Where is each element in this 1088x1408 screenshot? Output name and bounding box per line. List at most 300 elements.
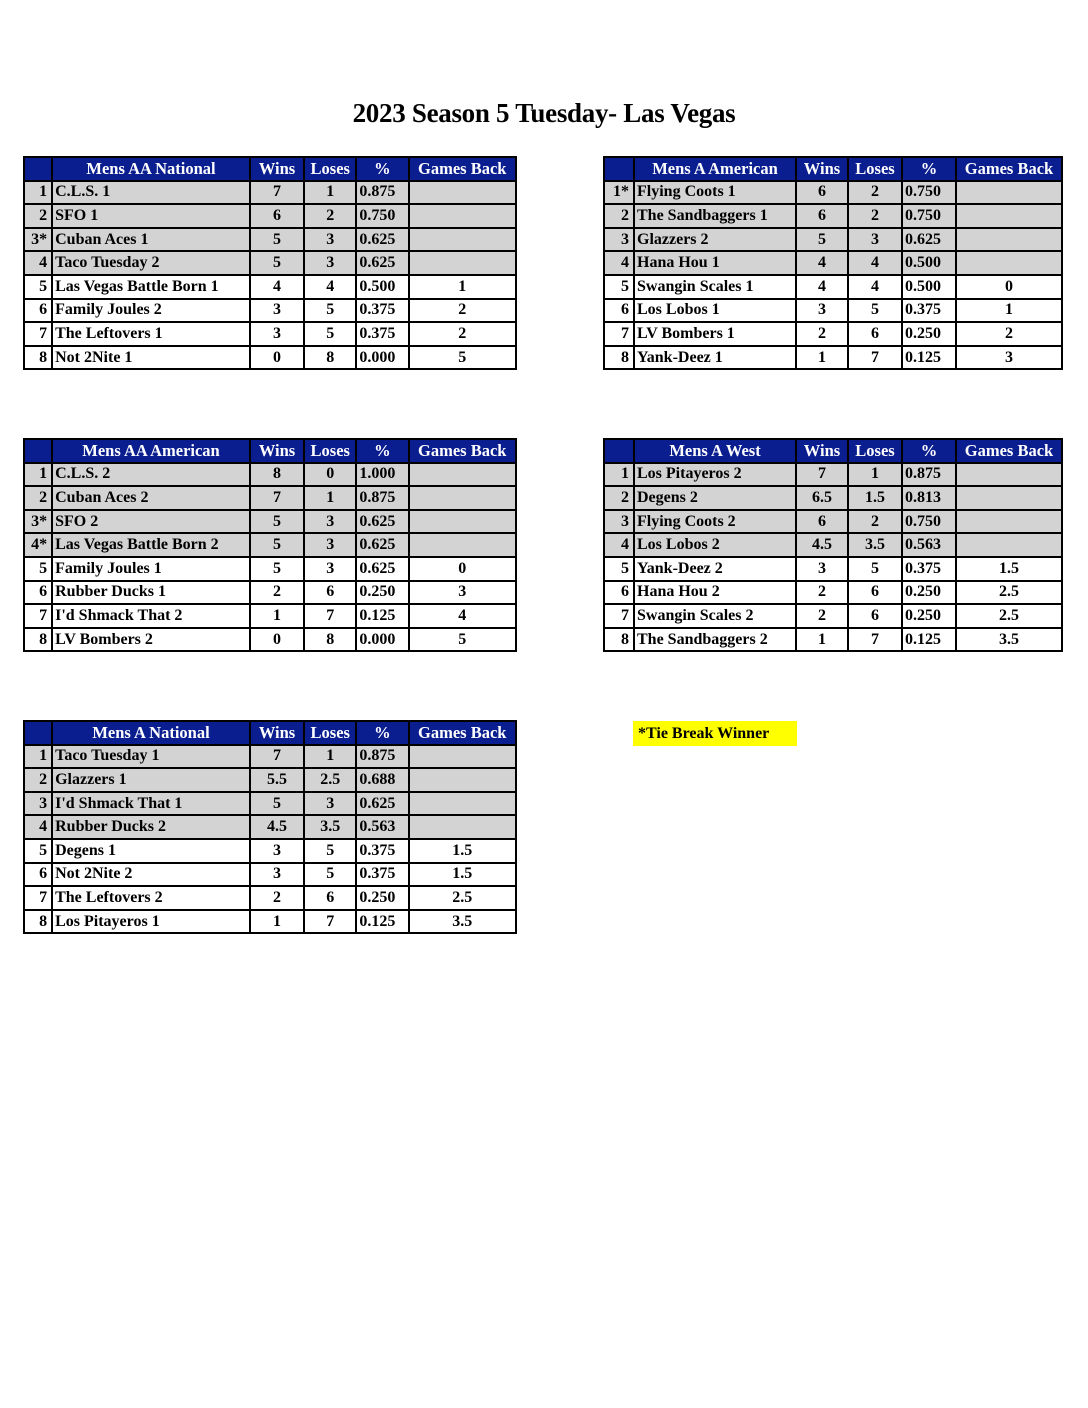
loses-cell: 8 bbox=[304, 346, 356, 370]
table-row bbox=[24, 628, 516, 652]
pct-cell: 0.125 bbox=[356, 604, 408, 628]
table-row bbox=[24, 886, 516, 910]
wins-cell: 0 bbox=[250, 628, 304, 652]
loses-cell: 3 bbox=[304, 792, 356, 816]
wins-cell: 1 bbox=[796, 346, 848, 370]
games-back-cell bbox=[409, 815, 516, 839]
rank-cell: 4 bbox=[604, 251, 634, 275]
rank-cell: 1 bbox=[604, 463, 634, 487]
rank-cell: 7 bbox=[24, 322, 52, 346]
rank-cell: 6 bbox=[604, 581, 634, 605]
games-back-header: Games Back bbox=[409, 157, 516, 181]
games-back-header: Games Back bbox=[409, 721, 516, 745]
loses-cell: 2 bbox=[848, 510, 902, 534]
wins-cell: 1 bbox=[796, 628, 848, 652]
wins-cell: 2 bbox=[796, 581, 848, 605]
games-back-cell: 1.5 bbox=[409, 839, 516, 863]
header-row bbox=[604, 157, 1062, 181]
loses-cell: 5 bbox=[304, 839, 356, 863]
loses-cell: 2 bbox=[304, 204, 356, 228]
division-name: Mens AA American bbox=[52, 439, 250, 463]
games-back-cell: 1 bbox=[956, 299, 1062, 323]
team-cell: Las Vegas Battle Born 1 bbox=[52, 275, 250, 299]
rank-cell: 5 bbox=[24, 557, 52, 581]
team-cell: Swangin Scales 2 bbox=[634, 604, 796, 628]
rank-header bbox=[604, 157, 634, 181]
games-back-cell: 2 bbox=[409, 322, 516, 346]
pct-cell: 0.250 bbox=[902, 604, 956, 628]
table-row bbox=[24, 910, 516, 934]
loses-cell: 6 bbox=[848, 322, 902, 346]
rank-cell: 4 bbox=[604, 533, 634, 557]
header-row bbox=[24, 721, 516, 745]
pct-header: % bbox=[902, 157, 956, 181]
games-back-cell: 5 bbox=[409, 628, 516, 652]
loses-cell: 0 bbox=[304, 463, 356, 487]
rank-cell: 8 bbox=[604, 346, 634, 370]
team-cell: Hana Hou 1 bbox=[634, 251, 796, 275]
games-back-cell: 2.5 bbox=[956, 604, 1062, 628]
table-row bbox=[604, 181, 1062, 205]
rank-cell: 7 bbox=[604, 604, 634, 628]
table-row bbox=[24, 346, 516, 370]
division-name: Mens A American bbox=[634, 157, 796, 181]
loses-cell: 6 bbox=[848, 581, 902, 605]
pct-cell: 0.250 bbox=[902, 581, 956, 605]
loses-cell: 7 bbox=[304, 910, 356, 934]
pct-cell: 0.750 bbox=[902, 510, 956, 534]
team-cell: Family Joules 2 bbox=[52, 299, 250, 323]
header-row bbox=[24, 157, 516, 181]
standings-table-mens-aa-national bbox=[23, 156, 517, 370]
team-cell: Not 2Nite 1 bbox=[52, 346, 250, 370]
team-cell: Yank-Deez 2 bbox=[634, 557, 796, 581]
rank-cell: 7 bbox=[24, 604, 52, 628]
table-row bbox=[24, 557, 516, 581]
games-back-cell: 4 bbox=[409, 604, 516, 628]
pct-cell: 0.750 bbox=[902, 181, 956, 205]
games-back-cell bbox=[409, 251, 516, 275]
table-row bbox=[24, 204, 516, 228]
rank-cell: 4 bbox=[24, 815, 52, 839]
loses-cell: 1 bbox=[304, 745, 356, 769]
pct-cell: 0.000 bbox=[356, 346, 408, 370]
pct-cell: 0.813 bbox=[902, 486, 956, 510]
pct-cell: 0.625 bbox=[356, 251, 408, 275]
header-row bbox=[24, 439, 516, 463]
loses-cell: 3 bbox=[304, 510, 356, 534]
loses-cell: 1 bbox=[304, 486, 356, 510]
division-name: Mens A West bbox=[634, 439, 796, 463]
games-back-cell: 3 bbox=[409, 581, 516, 605]
loses-cell: 1 bbox=[304, 181, 356, 205]
games-back-cell bbox=[409, 510, 516, 534]
rank-header bbox=[24, 439, 52, 463]
wins-cell: 3 bbox=[796, 299, 848, 323]
pct-header: % bbox=[902, 439, 956, 463]
rank-cell: 5 bbox=[24, 839, 52, 863]
pct-cell: 0.625 bbox=[356, 533, 408, 557]
loses-cell: 3 bbox=[304, 557, 356, 581]
table-row bbox=[24, 604, 516, 628]
rank-header bbox=[24, 721, 52, 745]
rank-cell: 2 bbox=[604, 204, 634, 228]
rank-cell: 3 bbox=[604, 228, 634, 252]
loses-cell: 2 bbox=[848, 204, 902, 228]
wins-cell: 2 bbox=[796, 604, 848, 628]
tie-break-note: *Tie Break Winner bbox=[633, 721, 797, 746]
games-back-cell: 2 bbox=[956, 322, 1062, 346]
pct-header: % bbox=[356, 721, 408, 745]
wins-header: Wins bbox=[796, 439, 848, 463]
wins-cell: 4.5 bbox=[250, 815, 304, 839]
loses-cell: 5 bbox=[848, 299, 902, 323]
table-row bbox=[604, 557, 1062, 581]
wins-cell: 3 bbox=[250, 322, 304, 346]
loses-cell: 3.5 bbox=[848, 533, 902, 557]
games-back-cell bbox=[956, 204, 1062, 228]
wins-cell: 5 bbox=[250, 228, 304, 252]
loses-cell: 7 bbox=[304, 604, 356, 628]
pct-cell: 0.563 bbox=[356, 815, 408, 839]
rank-cell: 5 bbox=[604, 275, 634, 299]
pct-cell: 0.875 bbox=[356, 745, 408, 769]
rank-cell: 8 bbox=[604, 628, 634, 652]
team-cell: Glazzers 1 bbox=[52, 768, 250, 792]
games-back-cell bbox=[409, 792, 516, 816]
team-cell: Degens 2 bbox=[634, 486, 796, 510]
team-cell: SFO 2 bbox=[52, 510, 250, 534]
rank-cell: 4 bbox=[24, 251, 52, 275]
wins-cell: 4 bbox=[250, 275, 304, 299]
team-cell: Los Lobos 1 bbox=[634, 299, 796, 323]
wins-cell: 5 bbox=[250, 792, 304, 816]
games-back-cell: 1.5 bbox=[956, 557, 1062, 581]
loses-cell: 1.5 bbox=[848, 486, 902, 510]
loses-header: Loses bbox=[848, 157, 902, 181]
table-row bbox=[604, 581, 1062, 605]
table-row bbox=[24, 299, 516, 323]
wins-header: Wins bbox=[796, 157, 848, 181]
loses-cell: 6 bbox=[848, 604, 902, 628]
team-cell: Swangin Scales 1 bbox=[634, 275, 796, 299]
pct-cell: 0.688 bbox=[356, 768, 408, 792]
loses-cell: 1 bbox=[848, 463, 902, 487]
standings-table-mens-aa-american bbox=[23, 438, 517, 652]
table-row bbox=[24, 839, 516, 863]
rank-cell: 6 bbox=[24, 581, 52, 605]
division-name: Mens AA National bbox=[52, 157, 250, 181]
pct-cell: 0.875 bbox=[356, 181, 408, 205]
header-row bbox=[604, 439, 1062, 463]
games-back-cell: 5 bbox=[409, 346, 516, 370]
team-cell: I'd Shmack That 1 bbox=[52, 792, 250, 816]
loses-cell: 3 bbox=[304, 228, 356, 252]
wins-cell: 7 bbox=[796, 463, 848, 487]
table-row bbox=[604, 628, 1062, 652]
pct-cell: 0.250 bbox=[902, 322, 956, 346]
games-back-cell bbox=[956, 533, 1062, 557]
pct-cell: 0.125 bbox=[356, 910, 408, 934]
table-row bbox=[604, 510, 1062, 534]
table-row bbox=[24, 745, 516, 769]
wins-cell: 5 bbox=[796, 228, 848, 252]
pct-cell: 0.625 bbox=[356, 557, 408, 581]
loses-cell: 5 bbox=[848, 557, 902, 581]
pct-header: % bbox=[356, 439, 408, 463]
games-back-cell: 1 bbox=[409, 275, 516, 299]
wins-header: Wins bbox=[250, 157, 304, 181]
rank-cell: 1 bbox=[24, 745, 52, 769]
rank-cell: 1 bbox=[24, 463, 52, 487]
rank-cell: 3* bbox=[24, 510, 52, 534]
loses-cell: 5 bbox=[304, 299, 356, 323]
games-back-cell bbox=[409, 768, 516, 792]
wins-cell: 3 bbox=[250, 839, 304, 863]
pct-cell: 0.625 bbox=[356, 510, 408, 534]
pct-cell: 0.375 bbox=[902, 299, 956, 323]
wins-cell: 5 bbox=[250, 510, 304, 534]
team-cell: SFO 1 bbox=[52, 204, 250, 228]
wins-cell: 8 bbox=[250, 463, 304, 487]
team-cell: The Leftovers 2 bbox=[52, 886, 250, 910]
games-back-header: Games Back bbox=[956, 157, 1062, 181]
table-row bbox=[24, 228, 516, 252]
pct-cell: 0.250 bbox=[356, 581, 408, 605]
pct-header: % bbox=[356, 157, 408, 181]
table-row bbox=[24, 486, 516, 510]
team-cell: The Sandbaggers 2 bbox=[634, 628, 796, 652]
games-back-cell: 3.5 bbox=[409, 910, 516, 934]
pct-cell: 1.000 bbox=[356, 463, 408, 487]
rank-cell: 3* bbox=[24, 228, 52, 252]
wins-cell: 3 bbox=[796, 557, 848, 581]
wins-cell: 6 bbox=[250, 204, 304, 228]
team-cell: Hana Hou 2 bbox=[634, 581, 796, 605]
rank-cell: 1* bbox=[604, 181, 634, 205]
games-back-cell: 2.5 bbox=[409, 886, 516, 910]
team-cell: Taco Tuesday 2 bbox=[52, 251, 250, 275]
standings-table-mens-a-west bbox=[603, 438, 1063, 652]
pct-cell: 0.000 bbox=[356, 628, 408, 652]
team-cell: Glazzers 2 bbox=[634, 228, 796, 252]
team-cell: Flying Coots 1 bbox=[634, 181, 796, 205]
table-row bbox=[24, 510, 516, 534]
team-cell: Las Vegas Battle Born 2 bbox=[52, 533, 250, 557]
team-cell: Yank-Deez 1 bbox=[634, 346, 796, 370]
rank-cell: 3 bbox=[604, 510, 634, 534]
games-back-cell bbox=[956, 463, 1062, 487]
pct-cell: 0.125 bbox=[902, 346, 956, 370]
wins-cell: 1 bbox=[250, 910, 304, 934]
table-row bbox=[24, 863, 516, 887]
rank-cell: 7 bbox=[604, 322, 634, 346]
rank-cell: 2 bbox=[24, 768, 52, 792]
loses-cell: 2.5 bbox=[304, 768, 356, 792]
loses-cell: 8 bbox=[304, 628, 356, 652]
wins-cell: 7 bbox=[250, 486, 304, 510]
games-back-cell bbox=[409, 463, 516, 487]
pct-cell: 0.625 bbox=[356, 792, 408, 816]
rank-cell: 1 bbox=[24, 181, 52, 205]
wins-cell: 5.5 bbox=[250, 768, 304, 792]
games-back-cell: 2.5 bbox=[956, 581, 1062, 605]
rank-cell: 8 bbox=[24, 628, 52, 652]
games-back-cell bbox=[409, 533, 516, 557]
team-cell: Flying Coots 2 bbox=[634, 510, 796, 534]
table-row bbox=[604, 533, 1062, 557]
team-cell: Rubber Ducks 1 bbox=[52, 581, 250, 605]
games-back-cell: 3.5 bbox=[956, 628, 1062, 652]
rank-header bbox=[604, 439, 634, 463]
pct-cell: 0.375 bbox=[356, 863, 408, 887]
games-back-cell bbox=[956, 486, 1062, 510]
table-row bbox=[604, 275, 1062, 299]
table-row bbox=[24, 792, 516, 816]
games-back-cell bbox=[409, 204, 516, 228]
team-cell: Los Pitayeros 1 bbox=[52, 910, 250, 934]
wins-cell: 5 bbox=[250, 251, 304, 275]
loses-cell: 2 bbox=[848, 181, 902, 205]
loses-cell: 3 bbox=[304, 251, 356, 275]
team-cell: Not 2Nite 2 bbox=[52, 863, 250, 887]
pct-cell: 0.625 bbox=[902, 228, 956, 252]
wins-cell: 2 bbox=[796, 322, 848, 346]
wins-cell: 5 bbox=[250, 557, 304, 581]
table-row bbox=[24, 275, 516, 299]
loses-header: Loses bbox=[304, 721, 356, 745]
loses-cell: 5 bbox=[304, 322, 356, 346]
games-back-cell bbox=[409, 745, 516, 769]
pct-cell: 0.375 bbox=[356, 322, 408, 346]
rank-cell: 8 bbox=[24, 910, 52, 934]
table-row bbox=[24, 463, 516, 487]
table-row bbox=[604, 604, 1062, 628]
pct-cell: 0.375 bbox=[902, 557, 956, 581]
team-cell: LV Bombers 1 bbox=[634, 322, 796, 346]
page-title: 2023 Season 5 Tuesday- Las Vegas bbox=[352, 98, 736, 128]
loses-cell: 4 bbox=[304, 275, 356, 299]
team-cell: Rubber Ducks 2 bbox=[52, 815, 250, 839]
division-name: Mens A National bbox=[52, 721, 250, 745]
loses-cell: 3 bbox=[304, 533, 356, 557]
games-back-cell bbox=[956, 228, 1062, 252]
table-row bbox=[604, 322, 1062, 346]
pct-cell: 0.875 bbox=[902, 463, 956, 487]
rank-cell: 7 bbox=[24, 886, 52, 910]
wins-header: Wins bbox=[250, 439, 304, 463]
rank-cell: 3 bbox=[24, 792, 52, 816]
wins-cell: 6 bbox=[796, 510, 848, 534]
table-row bbox=[24, 815, 516, 839]
wins-cell: 2 bbox=[250, 886, 304, 910]
table-row bbox=[604, 463, 1062, 487]
table-row bbox=[604, 299, 1062, 323]
loses-cell: 7 bbox=[848, 346, 902, 370]
games-back-cell bbox=[409, 181, 516, 205]
table-row bbox=[604, 486, 1062, 510]
wins-cell: 1 bbox=[250, 604, 304, 628]
team-cell: Taco Tuesday 1 bbox=[52, 745, 250, 769]
rank-cell: 8 bbox=[24, 346, 52, 370]
games-back-cell bbox=[956, 181, 1062, 205]
games-back-cell bbox=[409, 228, 516, 252]
table-row bbox=[24, 251, 516, 275]
pct-cell: 0.875 bbox=[356, 486, 408, 510]
wins-cell: 7 bbox=[250, 181, 304, 205]
team-cell: Cuban Aces 2 bbox=[52, 486, 250, 510]
loses-cell: 3 bbox=[848, 228, 902, 252]
games-back-cell bbox=[409, 486, 516, 510]
table-row bbox=[604, 228, 1062, 252]
standings-table-mens-a-american bbox=[603, 156, 1063, 370]
loses-header: Loses bbox=[304, 157, 356, 181]
table-row bbox=[24, 768, 516, 792]
rank-cell: 6 bbox=[24, 299, 52, 323]
table-row bbox=[24, 581, 516, 605]
pct-cell: 0.563 bbox=[902, 533, 956, 557]
wins-cell: 4 bbox=[796, 251, 848, 275]
wins-cell: 3 bbox=[250, 863, 304, 887]
team-cell: LV Bombers 2 bbox=[52, 628, 250, 652]
games-back-header: Games Back bbox=[956, 439, 1062, 463]
wins-cell: 7 bbox=[250, 745, 304, 769]
wins-cell: 0 bbox=[250, 346, 304, 370]
rank-cell: 6 bbox=[24, 863, 52, 887]
games-back-cell bbox=[956, 510, 1062, 534]
team-cell: Los Lobos 2 bbox=[634, 533, 796, 557]
team-cell: C.L.S. 1 bbox=[52, 181, 250, 205]
games-back-cell: 3 bbox=[956, 346, 1062, 370]
wins-header: Wins bbox=[250, 721, 304, 745]
rank-cell: 2 bbox=[604, 486, 634, 510]
pct-cell: 0.750 bbox=[902, 204, 956, 228]
pct-cell: 0.750 bbox=[356, 204, 408, 228]
table-row bbox=[24, 181, 516, 205]
pct-cell: 0.375 bbox=[356, 839, 408, 863]
wins-cell: 6 bbox=[796, 204, 848, 228]
loses-cell: 4 bbox=[848, 251, 902, 275]
loses-cell: 7 bbox=[848, 628, 902, 652]
games-back-cell: 0 bbox=[409, 557, 516, 581]
standings-table-mens-a-national bbox=[23, 720, 517, 934]
loses-header: Loses bbox=[848, 439, 902, 463]
table-row bbox=[24, 322, 516, 346]
rank-cell: 4* bbox=[24, 533, 52, 557]
loses-cell: 6 bbox=[304, 886, 356, 910]
rank-cell: 6 bbox=[604, 299, 634, 323]
games-back-cell bbox=[956, 251, 1062, 275]
wins-cell: 2 bbox=[250, 581, 304, 605]
games-back-cell: 0 bbox=[956, 275, 1062, 299]
table-row bbox=[604, 251, 1062, 275]
games-back-cell: 2 bbox=[409, 299, 516, 323]
rank-cell: 2 bbox=[24, 486, 52, 510]
games-back-cell: 1.5 bbox=[409, 863, 516, 887]
pct-cell: 0.375 bbox=[356, 299, 408, 323]
rank-cell: 5 bbox=[24, 275, 52, 299]
wins-cell: 3 bbox=[250, 299, 304, 323]
rank-header bbox=[24, 157, 52, 181]
loses-cell: 5 bbox=[304, 863, 356, 887]
table-row bbox=[604, 204, 1062, 228]
loses-header: Loses bbox=[304, 439, 356, 463]
team-cell: Los Pitayeros 2 bbox=[634, 463, 796, 487]
team-cell: I'd Shmack That 2 bbox=[52, 604, 250, 628]
team-cell: Degens 1 bbox=[52, 839, 250, 863]
team-cell: Cuban Aces 1 bbox=[52, 228, 250, 252]
wins-cell: 4.5 bbox=[796, 533, 848, 557]
